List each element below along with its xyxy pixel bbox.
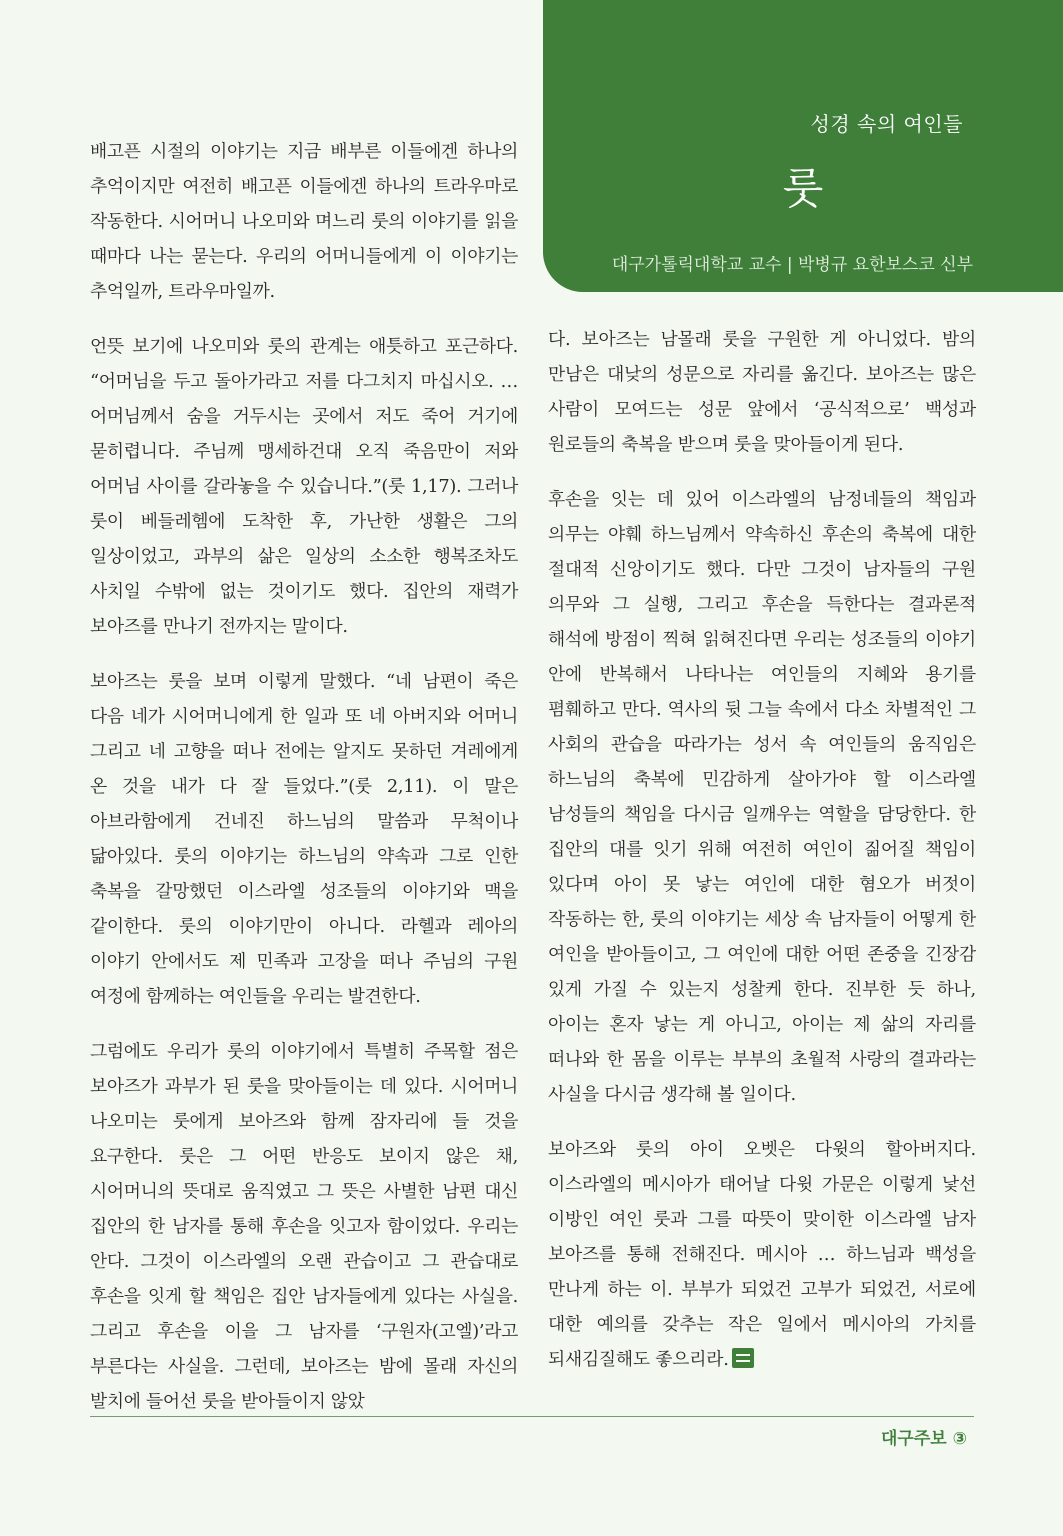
paragraph: 그럼에도 우리가 룻의 이야기에서 특별히 주목할 점은 보아즈가 과부가 된 룻을 맞아들이는 데 있다. 시어머니 나오미는 룻에게 보아즈와 함께 잠자리에 들 것을 요구한다. 룻은 그 어떤 반응도 보이지 않은 채, 시어머니의 뜻대로 움직였고 그 뜻은 사별한 남편 대신 집안의 한 남자를 통해 후손을 잇고자 함이었다. 우리는 안다. 그것이 이스라엘의 오랜 관습이고 그 관습대로 후손을 잇게 할 책임은 집안 남자들에게 있다는 사실을. 그리고 후손을 이을 그 남자를 ‘구원자(고엘)’라고 부른다는 사실을. 그런데, 보아즈는 밤에 몰래 자신의 발치에 들어선 룻을 받아들이지 않았: [90, 1041, 518, 1412]
article-title: 룻: [782, 164, 824, 213]
footer-divider: [90, 1416, 974, 1417]
right-column: [548, 322, 976, 1397]
article-end-mark-icon: [732, 1348, 754, 1368]
series-title: 성경 속의 여인들: [810, 112, 963, 136]
page-footer: 대구주보 ③: [881, 1429, 967, 1449]
paragraph: 언뜻 보기에 나오미와 룻의 관계는 애틋하고 포근하다. “어머님을 두고 돌아가라고 저를 다그치지 마십시오. … 어머님께서 숨을 거두시는 곳에서 저도 죽어 거기에 묻히렵니다. 주님께 맹세하건대 오직 죽음만이 저와 어머님 사이를 갈라놓을 수 있습니다.”(룻 1,17). 그러나 룻이 베들레헴에 도착한 후, 가난한 생활은 그의 일상이었고, 과부의 삶은 일상의 소소한 행복조차도 사치일 수밖에 없는 것이기도 했다. 집안의 재력가 보아즈를 만나기 전까지는 말이다.: [90, 336, 518, 637]
paragraph-last: [548, 1132, 976, 1377]
paragraph: 보아즈는 룻을 보며 이렇게 말했다. “네 남편이 죽은 다음 네가 시어머니에게 한 일과 또 네 아버지와 어머니 그리고 네 고향을 떠나 전에는 알지도 못하던 겨레에게 온 것을 내가 다 잘 들었다.”(룻 2,11). 이 말은 아브라함에게 건네진 하느님의 말씀과 무척이나 닮아있다. 룻의 이야기는 하느님의 약속과 그로 인한 축복을 갈망했던 이스라엘 성조들의 이야기와 맥을 같이한다. 룻의 이야기만이 아니다. 라헬과 레아의 이야기 안에서도 제 민족과 고장을 떠나 주님의 구원 여정에 함께하는 여인들을 우리는 발견한다.: [90, 671, 518, 1007]
paragraph: 다. 보아즈는 남몰래 룻을 구원한 게 아니었다. 밤의 만남은 대낮의 성문으로 자리를 옮긴다. 보아즈는 많은 사람이 모여드는 성문 앞에서 ‘공식적으로’ 백성과 원로들의 축복을 받으며 룻을 맞아들이게 된다.: [548, 329, 976, 455]
paragraph: 배고픈 시절의 이야기는 지금 배부른 이들에겐 하나의 추억이지만 여전히 배고픈 이들에겐 하나의 트라우마로 작동한다. 시어머니 나오미와 며느리 룻의 이야기를 읽을 때마다 나는 묻는다. 우리의 어머니들에게 이 이야기는 추억일까, 트라우마일까.: [90, 141, 518, 302]
left-column: [90, 134, 518, 1439]
paragraph-text: 보아즈와 룻의 아이 오벳은 다윗의 할아버지다. 이스라엘의 메시아가 태어날 다윗 가문은 이렇게 낯선 이방인 여인 룻과 그를 따뜻이 맞이한 이스라엘 남자 보아즈를 통해 전해진다. 메시아 … 하느님과 백성을 만나게 하는 이. 부부가 되었건 고부가 되었건, 서로에 대한 예의를 갖추는 작은 일에서 메시아의 가치를 되새김질해도 좋으리라.: [548, 1139, 976, 1370]
author-byline: 대구가톨릭대학교 교수 | 박병규 요한보스코 신부: [611, 255, 973, 275]
paragraph: 후손을 잇는 데 있어 이스라엘의 남정네들의 책임과 의무는 야훼 하느님께서 약속하신 후손의 축복에 대한 절대적 신앙이기도 했다. 다만 그것이 남자들의 구원 의무와 그 실행, 그리고 후손을 득한다는 결과론적 해석에 방점이 찍혀 읽혀진다면 우리는 성조들의 이야기 안에 반복해서 나타나는 여인들의 지혜와 용기를 폄훼하고 만다. 역사의 뒷 그늘 속에서 다소 차별적인 그 사회의 관습을 따라가는 성서 속 여인들의 움직임은 하느님의 축복에 민감하게 살아가야 할 이스라엘 남성들의 책임을 다시금 일깨우는 역할을 담당한다. 한 집안의 대를 잇기 위해 여전히 여인이 짊어질 책임이 있다며 아이 못 낳는 여인에 대한 혐오가 버젓이 작동하는 한, 룻의 이야기는 세상 속 남자들이 어떻게 한 여인을 받아들이고, 그 여인에 대한 어떤 존중을 긴장감 있게 가질 수 있는지 성찰케 한다. 진부한 듯 하나, 아이는 혼자 낳는 게 아니고, 아이는 제 삶의 자리를 떠나와 한 몸을 이루는 부부의 초월적 사랑의 결과라는 사실을 다시금 생각해 볼 일이다.: [548, 489, 976, 1105]
header-banner: [543, 0, 1063, 292]
